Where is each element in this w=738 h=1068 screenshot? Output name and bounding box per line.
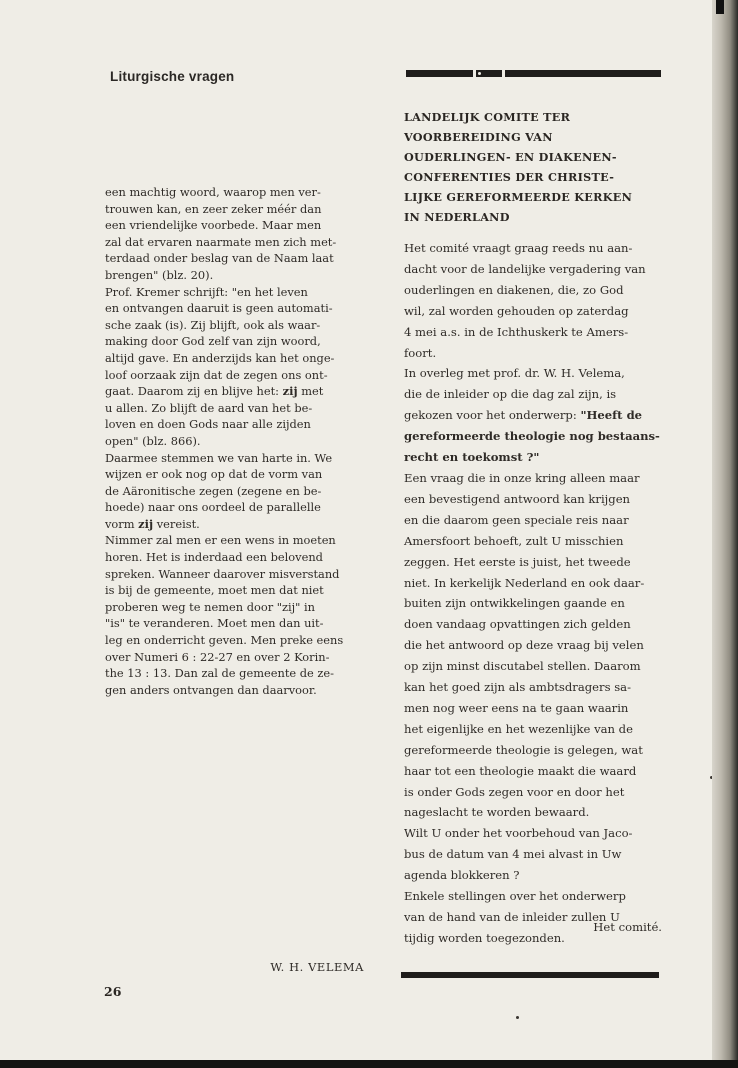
rule-dot [478, 72, 481, 75]
text-line: gereformeerde theologie is gelegen, wat [404, 742, 643, 757]
text-line: over Numeri 6 : 22-27 en over 2 Korin- [105, 649, 330, 664]
text-line: een bevestigend antwoord kan krijgen [404, 491, 631, 506]
author-name: W. H. VELEMA [270, 960, 364, 974]
text-line [404, 405, 662, 426]
text-line: the 13 : 13. Dan zal de gemeente de ze- [105, 666, 335, 681]
text-line: Prof. Kremer schrijft: "en het leven [105, 284, 308, 299]
text-line: loven en doen Gods naar alle zijden [105, 417, 311, 432]
text-line: hoede) naar ons oordeel de parallelle [105, 500, 321, 515]
page-number: 26 [104, 984, 122, 999]
text-line: bus de datum van 4 mei alvast in Uw [404, 847, 622, 862]
text-line: Daarmee stemmen we van harte in. We [105, 450, 333, 465]
emphasis-zij: zij [138, 516, 154, 531]
text-line: buiten zijn ontwikkelingen gaande en [404, 596, 625, 611]
text-line: horen. Het is inderdaad een belovend [105, 550, 323, 565]
text-line: Nimmer zal men er een wens in moeten [105, 533, 336, 548]
text-line: loof oorzaak zijn dat de zegen ons ont- [105, 367, 328, 382]
text-line: gen anders ontvangen dan daarvoor. [105, 682, 317, 697]
text-line: men nog weer eens na te gaan waarin [404, 700, 629, 715]
text-line: zal dat ervaren naarmate men zich met- [105, 234, 337, 249]
text-line: u allen. Zo blijft de aard van het be- [105, 400, 313, 415]
heading-line: LANDELIJK COMITE TER [404, 110, 571, 124]
text-line: proberen weg te nemen door "zij" in [105, 599, 316, 614]
heading-line: LIJKE GEREFORMEERDE KERKEN [404, 190, 633, 204]
text-line: en die daarom geen speciale reis naar [404, 512, 629, 527]
text-line: Amersfoort behoeft, zult U misschien [404, 533, 624, 548]
text-line: open" (blz. 866). [105, 433, 201, 448]
text-line [105, 516, 365, 533]
text-line: het eigenlijke en het wezenlijke van de [404, 721, 633, 736]
topic-title: recht en toekomst ?" [404, 450, 540, 465]
heading-line: OUDERLINGEN- EN DIAKENEN- [404, 150, 617, 164]
text-line: niet. In kerkelijk Nederland en ook daar- [404, 575, 645, 590]
text-line: van de hand van de inleider zullen U [404, 910, 620, 924]
emphasis-zij: zij [282, 384, 298, 399]
text-line: foort. [404, 345, 437, 360]
text-line: een machtig woord, waarop men ver- [105, 185, 321, 199]
text-line: op zijn minst discutabel stellen. Daarom [404, 659, 641, 674]
rule-gap [502, 70, 505, 77]
page-bottom-edge [0, 1060, 738, 1068]
text-line: zeggen. Het eerste is juist, het tweede [404, 554, 631, 569]
text-line: Enkele stellingen over het onderwerp [404, 889, 626, 904]
text-line: Een vraag die in onze kring alleen maar [404, 470, 640, 485]
text-line: een vriendelijke voorbede. Maar men [105, 218, 322, 233]
text-segment: gaat. Daarom zij en blijve het: [105, 384, 283, 399]
rule-gap [473, 70, 476, 77]
top-rule [406, 70, 661, 77]
text-line: kan het goed zijn als ambtsdragers sa- [404, 680, 632, 695]
text-line: is bij de gemeente, moet men dat niet [105, 583, 324, 598]
text-line [404, 426, 662, 447]
text-line: spreken. Wanneer daarover misverstand [105, 566, 340, 581]
text-line: agenda blokkeren ? [404, 868, 520, 883]
text-line: doen vandaag opvattingen zich gelden [404, 617, 631, 632]
text-line: tijdig worden toegezonden. [404, 930, 565, 945]
heading-line: CONFERENTIES DER CHRISTE- [404, 170, 615, 184]
heading-line: VOORBEREIDING VAN [404, 130, 553, 144]
text-line: die de inleider op die dag zal zijn, is [404, 387, 617, 402]
text-segment: vorm [105, 516, 139, 531]
signoff: Het comité. [593, 920, 662, 934]
text-line: haar tot een theologie maakt die waard [404, 763, 637, 778]
topic-title: gereformeerde theologie nog bestaans- [404, 429, 660, 444]
text-line: is onder Gods zegen voor en door het [404, 784, 625, 799]
text-line [105, 383, 365, 400]
text-segment: met [297, 384, 324, 399]
bottom-rule [401, 972, 659, 978]
text-line: wijzen er ook nog op dat de vorm van [105, 467, 323, 482]
text-line: "is" te veranderen. Moet men dan uit- [105, 616, 324, 631]
binding-corner [716, 0, 724, 14]
section-title: Liturgische vragen [110, 69, 235, 84]
text-line: en ontvangen daaruit is geen automati- [105, 301, 333, 316]
heading-line: IN NEDERLAND [404, 210, 510, 224]
text-segment: gekozen voor het onderwerp: [404, 408, 581, 423]
text-line: brengen" (blz. 20). [105, 267, 214, 282]
text-line: altijd gave. En anderzijds kan het onge- [105, 350, 335, 365]
left-column-text [105, 184, 365, 698]
announcement-body [404, 238, 662, 949]
announcement-heading [404, 107, 662, 227]
text-line: ouderlingen en diakenen, die, zo God [404, 282, 624, 297]
text-line: nageslacht te worden bewaard. [404, 805, 590, 820]
text-line: sche zaak (is). Zij blijft, ook als waar- [105, 317, 321, 332]
page-binding-shadow [712, 0, 738, 1068]
text-line: die het antwoord op deze vraag bij velen [404, 638, 644, 653]
text-segment: vereist. [153, 516, 200, 531]
text-line: trouwen kan, en zeer zeker méér dan [105, 201, 322, 216]
text-line: Wilt U onder het voorbehoud van Jaco- [404, 826, 633, 841]
topic-title: "Heeft de [580, 408, 643, 423]
text-line [404, 447, 662, 468]
text-line: Het comité vraagt graag reeds nu aan- [404, 241, 633, 255]
print-speck [516, 1016, 519, 1019]
text-line: In overleg met prof. dr. W. H. Velema, [404, 366, 625, 381]
text-line: terdaad onder beslag van de Naam laat [105, 251, 334, 266]
text-line: leg en onderricht geven. Men preke eens [105, 633, 344, 648]
text-line: 4 mei a.s. in de Ichthuskerk te Amers- [404, 324, 629, 339]
text-line: wil, zal worden gehouden op zaterdag [404, 303, 629, 318]
text-line: de Aäronitische zegen (zegene en be- [105, 483, 322, 498]
text-line: dacht voor de landelijke vergadering van [404, 261, 646, 276]
text-line: making door God zelf van zijn woord, [105, 334, 321, 349]
